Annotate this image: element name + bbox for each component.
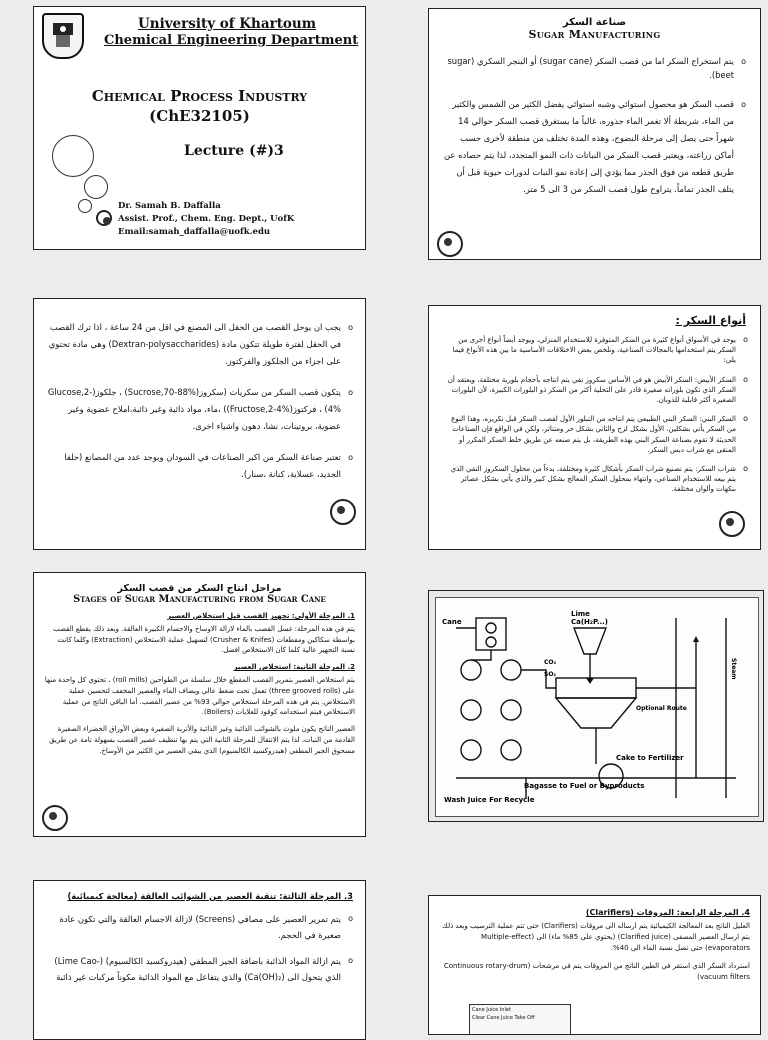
label-cane: Cane	[442, 618, 462, 626]
diagram-panel	[435, 597, 759, 817]
slide-stage-three	[33, 880, 366, 1040]
decor-circle	[84, 175, 108, 199]
slide-clarifiers	[428, 895, 761, 1035]
bullet-text: o يتم تمرير العصير على مصافي (Screens) لازالة الاجسام العالقة والتي تكون عادة صغيرة في الحجم.	[46, 911, 353, 943]
body-text: العليل الناتج بعد المعالجة الكيميائية يتم ارساله الى مروقات (Clarifiers) حتى تتم عملية الترسيب وبعد ذلك يتم ارسال العصير المصفى (Clarified juice) (يحتوي على 85% ماء) الى (Multiple-effect evaporators) حتى تصل نسبة الماء الى 40%.	[442, 922, 750, 952]
slide-stages	[33, 572, 366, 837]
author-position: Assist. Prof., Chem. Eng. Dept., UofK	[118, 214, 295, 224]
clarifier-mini-diagram	[469, 1004, 571, 1035]
label-steam: Steam	[730, 658, 737, 680]
stage-text: العصير الناتج يكون ملوث بالشوائب الذائبة وغير الذائبة والأتربة الصغيرة وبعض الأوراق الخضراء الصغيرة القادمة من النبات، لذا يتم الانتقال للمرحلة الثانية التي يتم بها تنظيف عصير القصب بسهولة تامة عن طريق مسحوق الجير المطفي (هيدروكسيد الكالسيوم) الذي يبقي العصير من الكثير من الأوساخ.	[49, 725, 355, 755]
course-title: Chemical Process Industry	[91, 87, 308, 105]
stage-text: يتم في هذه المرحلة: غسل القصب بالماء لازالة الاوساخ والاجسام الكبيرة العالقة. وبعد ذلك يقطع القصب بواسطة سكاكين ومقطعات (Crusher & Knifes) لتسهيل عملية الاستخلاص (Extraction) وكلما كانت نسبة التجهيز عالية كلما كان الاستخلاص افضل.	[53, 624, 355, 655]
slide-title-english: Sugar Manufacturing	[528, 28, 661, 41]
logo-mark	[42, 805, 68, 831]
logo-mark	[719, 511, 745, 537]
course-code: (ChE32105)	[149, 107, 250, 125]
bullet-text: o يجب ان يوحل القصب من الحقل الى المصنع في اقل من 24 ساعة ، اذا ترك القصب في الحقل لفترة طويلة تتكون مادة (Dextran-polysaccharides) وهي مادة تحتوي على اجزاء من الجلكوز والفركتوز.	[46, 319, 353, 370]
label-bagasse: Bagasse to Fuel or Byproducts	[524, 782, 645, 790]
slide-heading: 4. المرحلة الرابعة: المروقات (Clarifiers)	[585, 908, 750, 917]
slide-cane-composition	[33, 298, 366, 550]
label-wash-juice: Wash Juice For Recycle	[444, 796, 535, 804]
slide-sugar-manufacturing	[428, 8, 761, 260]
slide-title	[33, 6, 366, 250]
bullet-text: o يتكون قصب السكر من سكريات (سكروز(Sucrose,70-88%) ، جلكوز(Glucose,2-4%) ، فركتوز(Fructose,2-4%)) ،ماء، مواد ذائبة وغير ذائبة،املاح عضوية وغير عضوية، بروتينات، نشا، دهون واشياء اخرى.	[46, 384, 353, 435]
bullet-text: o يوجد في الأسواق أنواع كثيرة من السكر المتوفرة للاستخدام المنزلي، ويوجد أيضاً أنواع أخرى من السكر يتم استخدامها بالمجالات الصناعية، ونلخص بعض الاختلافات الأساسية ما بين هذه الأنواع فيما يلي:	[441, 335, 748, 366]
label-caco3: Ca(H₂P...)	[571, 618, 609, 626]
decor-circle	[52, 135, 94, 177]
mini-label: Cane Juice Inlet	[472, 1007, 511, 1013]
slide-title-arabic: صناعة السكر	[562, 17, 627, 28]
bullet-text: o يتم ازالة المواد الذائبة باضافة الجير المطفي (هيدروكسيد الكالسيوم) (-Lime Cao) الذي يتحول الى (Ca(OH)₂) والذي يتفاعل مع المواد الذائبة مكوناً مركبات غير ذائبة	[46, 953, 353, 985]
slide-sugar-types	[428, 305, 761, 550]
logo-mark	[96, 210, 112, 226]
label-so2: SO₂	[544, 671, 557, 678]
label-lime: Lime	[571, 610, 590, 618]
university-name: University of Khartoum	[138, 16, 317, 32]
university-crest	[42, 13, 84, 59]
decor-circle	[78, 199, 92, 213]
bullet-text: o تعتبر صناعة السكر من اكبر الصناعات في السودان ويوجد عدد من المصانع (حلفا الجديد، عسلاية، كنانة ،سنار).	[46, 449, 353, 483]
bullet-text: o يتم استخراج السكر اما من قصب السكر (sugar cane) أو البنجر السكري (sugar beet).	[441, 55, 746, 82]
mini-label: Clear Cane Juice Take Off	[472, 1015, 535, 1021]
label-cake: Cake to Fertilizer	[616, 754, 684, 762]
slide-title-arabic: مراحل انتاج السكر من قصب السكر	[117, 583, 282, 594]
slide-process-diagram	[428, 590, 764, 822]
author-email: Email:samah_daffalla@uofk.edu	[118, 227, 271, 237]
bullet-text: o شراب السكر: يتم تصنيع شراب السكر بأشكال كثيرة ومختلفة، بدءاً من محلول السكروز النقي الذي يتم بيعه للاستخدام الصناعي، وانتهاء بمحلول السكر المعالج بشكل كبير والذي يأتي بشكل عصائر بنكهات وألوان مختلفة.	[441, 464, 748, 495]
label-co2: CO₂	[544, 659, 557, 666]
bullet-text: o السكر الأبيض: السكر الأبيض هو في الأساس سكروز نقي يتم انتاجه بأحجام بلورية مختلفة، ويعتقد أن السكر الذي تكون بلوراته صغيرة قادر على التحلية أكثر من السكر ذو البلورات الكبيرة، لأن البلورات الصغيرة أكثر قابلية للذوبان.	[441, 375, 748, 406]
slide-title-english: Stages of Sugar Manufacturing from Sugar Cane	[73, 594, 326, 605]
stage-heading: 2. المرحلة الثانية: استخلاص العصير	[233, 663, 355, 672]
process-flow-svg	[436, 598, 758, 816]
author-name: Dr. Samah B. Daffalla	[118, 201, 221, 211]
body-text: استرداد السكر الذي استقر في الطين الناتج من المروقات يتم في مرشحات (Continuous rotary-drum vacuum filters)	[443, 962, 750, 982]
logo-mark	[330, 499, 356, 525]
label-optional-route: Optional Route	[636, 705, 687, 712]
bullet-text: o قصب السكر هو محصول استوائي وشبه استوائي يفضل الكثير من الشمس والكثير من الماء، شريطة ألا تغمر الماء جذوره، غالباً ما يستغرق قصب السكر حوالي 14 شهراً حتى يصل إلى مرحلة النضوج، وهذه المدة تختلف من منطقة لأخرى حسب أماكن زراعته، ويعتبر قصب السكر من النباتات ذات النمو المتجدد، لذا يتم حصاده عن طريق قطعه من فوق الجذر مما يؤدي إلى إعادة نمو النبات لدورات حيوية قبل أن يتلف الجذر تماماً. يتراوح طول قصب السكر من 3 الى 5 متر.	[441, 96, 746, 198]
slide-heading: أنواع السكر :	[675, 314, 746, 327]
department-name: Chemical Engineering Department	[104, 33, 359, 48]
stage-text: يتم استخلاص العصير بتمرير القصب المقطع خلال سلسلة من الطواحين (roll mills) ، تحتوي كل واحدة منها على (three grooved rolls) تعمل تحت ضغط عالي ويضاف الماء والعصير المخفف لتحسين عملية الاستخلاص. يتم في هذه المرحلة استخلاص حوالي 93% من عصير القصب. أما الباقي الناتج من عملية الاستخلاص فيتم استخدامه كوقود للغلايات (Boilers).	[44, 675, 355, 717]
slide-heading: 3. المرحلة الثالثة: تنقية العصير من الشوائب العالقة (معالجة كيميائية)	[67, 891, 353, 901]
bullet-text: o السكر البني: السكر البني الطبيعي يتم انتاجه من التبلور الأول لقصب السكر قبل تكريره، وهذا النوع من السكر يأتي بشكلين، الأول بشكل لزج والثاني بشكل حر ومتناثر، ولكن في الواقع فإن الصناعات الحديثة لا تقوم بصناعة السكر البني بهذه الطريقة، بل يتم صنعه عن طريق خلط السكر المكرر أو المنقى مع شراب دبس السكر.	[441, 414, 748, 455]
lecture-number: Lecture (#)3	[184, 143, 284, 159]
logo-mark	[437, 231, 463, 257]
stage-heading: 1. المرحلة الأولى: تجهيز القصب قبل استخلاص العصير	[167, 612, 355, 620]
